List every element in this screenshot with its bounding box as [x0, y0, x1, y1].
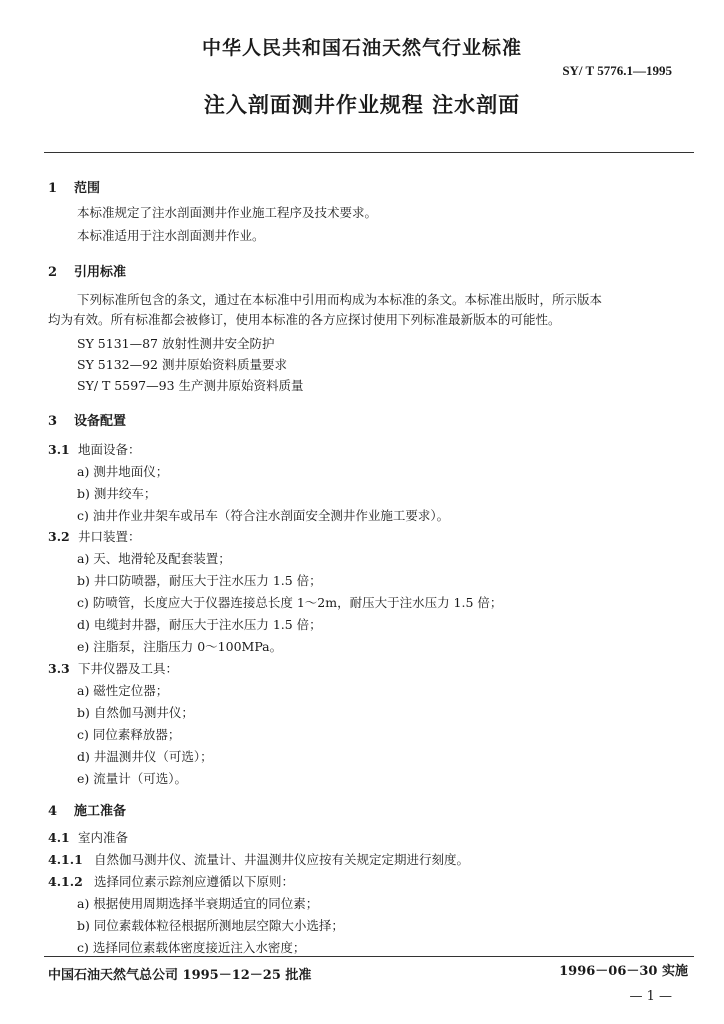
section-4-heading: [48, 800, 126, 819]
list-item: d) 电缆封井器，耐压大于注水压力 1.5 倍；: [77, 617, 322, 632]
standard-code: SY/ T 5776.1—1995: [562, 63, 672, 78]
list-item: e) 流量计（可选）。: [77, 771, 187, 786]
page-number: — 1 —: [629, 989, 672, 1004]
subsection-title: 井口装置：: [78, 529, 141, 544]
subsection-number: 3.2: [48, 529, 70, 544]
clause-text: 自然伽马测井仪、流量计、井温测井仪应按有关规定定期进行刻度。: [94, 852, 470, 867]
subsection-3-2-heading: [48, 527, 141, 545]
list-item: c) 油井作业井架车或吊车（符合注水剖面安全测井作业施工要求）。: [77, 508, 450, 523]
footer-divider: [44, 956, 694, 957]
section-title: 引用标准: [74, 265, 127, 280]
reference-item: SY/ T 5597—93 生产测井原始资料质量: [77, 378, 304, 393]
subsection-number: 4.1: [48, 830, 70, 845]
section-number: 1: [48, 181, 58, 196]
subsection-3-1-heading: [48, 440, 141, 458]
section-title: 施工准备: [74, 804, 127, 819]
reference-item: SY 5131—87 放射性测井安全防护: [77, 336, 275, 351]
clause-number: 4.1.2: [48, 874, 83, 889]
document-title: 注入剖面测井作业规程 注水剖面: [203, 92, 521, 117]
section-title: 范围: [74, 181, 101, 196]
list-item: c) 同位素释放器；: [77, 727, 181, 742]
list-item: e) 注脂泵，注脂压力 0～100MPa。: [77, 639, 283, 654]
paragraph: 均为有效。所有标准都会被修订，使用本标准的各方应探讨使用下列标准最新版本的可能性。: [48, 312, 561, 327]
paragraph: 本标准适用于注水剖面测井作业。: [77, 228, 265, 243]
subsection-title: 下井仪器及工具：: [78, 661, 179, 676]
section-number: 3: [48, 414, 58, 429]
subsection-3-3-heading: [48, 659, 178, 677]
clause-4-1-1: [48, 850, 469, 868]
header-divider: [44, 152, 694, 153]
subsection-4-1-heading: [48, 828, 128, 846]
clause-text: 选择同位素示踪剂应遵循以下原则：: [94, 874, 295, 889]
subsection-title: 室内准备: [78, 830, 129, 845]
approval-line: 中国石油天然气总公司 1995－12－25 批准: [48, 968, 312, 983]
subsection-number: 3.3: [48, 661, 70, 676]
list-item: c) 防喷管，长度应大于仪器连接总长度 1～2m，耐压大于注水压力 1.5 倍；: [77, 595, 503, 610]
list-item: d) 井温测井仪（可选）；: [77, 749, 213, 764]
effective-date: 1996－06－30 实施: [559, 964, 688, 979]
list-item: c) 选择同位素载体密度接近注入水密度；: [77, 940, 306, 955]
subsection-number: 3.1: [48, 442, 70, 457]
list-item: a) 天、地滑轮及配套装置；: [77, 551, 231, 566]
reference-item: SY 5132—92 测井原始资料质量要求: [77, 357, 287, 372]
section-title: 设备配置: [74, 414, 127, 429]
subsection-title: 地面设备：: [78, 442, 141, 457]
section-number: 2: [48, 265, 58, 280]
section-number: 4: [48, 804, 58, 819]
list-item: b) 井口防喷器，耐压大于注水压力 1.5 倍；: [77, 573, 322, 588]
clause-number: 4.1.1: [48, 852, 83, 867]
paragraph: 本标准规定了注水剖面测井作业施工程序及技术要求。: [77, 205, 378, 220]
paragraph: 下列标准所包含的条文，通过在本标准中引用而构成为本标准的条文。本标准出版时，所示版本: [77, 292, 603, 307]
list-item: b) 同位素载体粒径根据所测地层空隙大小选择；: [77, 918, 344, 933]
clause-4-1-2: [48, 872, 294, 890]
list-item: a) 测井地面仪；: [77, 464, 169, 479]
list-item: a) 磁性定位器；: [77, 683, 169, 698]
list-item: b) 测井绞车；: [77, 486, 157, 501]
industry-standard-heading: 中华人民共和国石油天然气行业标准: [201, 37, 522, 59]
section-1-heading: [48, 177, 100, 196]
section-3-heading: [48, 410, 126, 429]
list-item: a) 根据使用周期选择半衰期适宜的同位素；: [77, 896, 319, 911]
section-2-heading: [48, 261, 126, 280]
list-item: b) 自然伽马测井仪；: [77, 705, 194, 720]
